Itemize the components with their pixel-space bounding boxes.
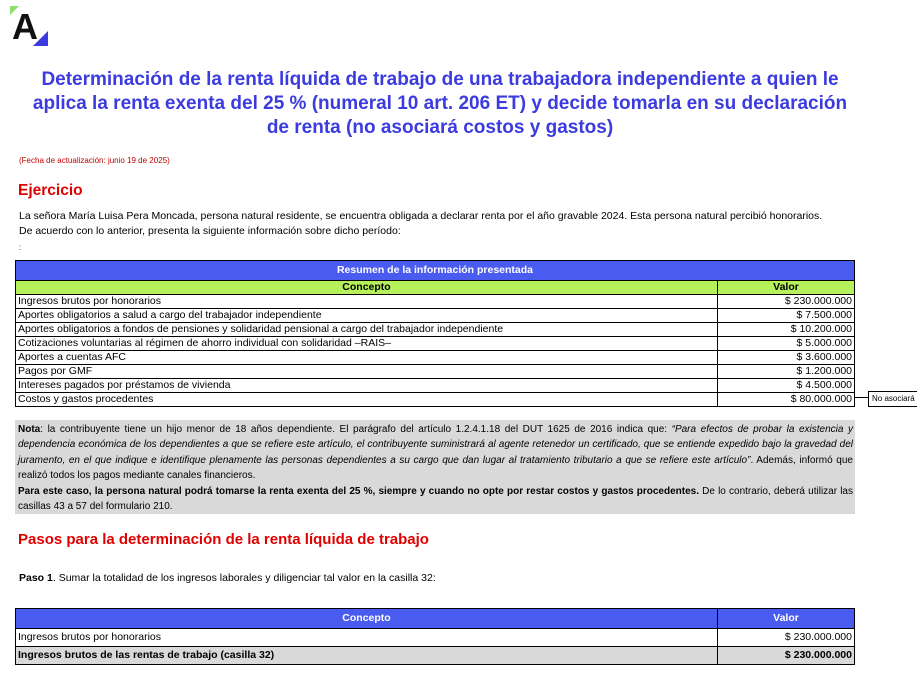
table-row [16,629,855,647]
steps-heading: Pasos para la determinación de la renta líquida de trabajo [18,531,429,548]
row-value: $ 7.500.000 [718,309,855,323]
header-concept: Concepto [16,609,718,629]
header-concept: Concepto [16,281,718,295]
row-concept: Ingresos brutos por honorarios [16,629,718,647]
comment-connector [854,397,869,398]
intro-line-2: De acuerdo con lo anterior, presenta la siguiente información sobre dicho período: [19,225,401,237]
summary-table [15,260,855,407]
exercise-intro [19,209,859,239]
total-concept: Ingresos brutos de las rentas de trabajo (casilla 32) [16,647,718,665]
intro-line-1: La señora María Luisa Pera Moncada, persona natural residente, se encuentra obligada a declarar renta por el año gravable 2024. Esta persona natural percibió honorarios. [19,210,823,222]
table-row [16,393,855,407]
total-value: $ 230.000.000 [718,647,855,665]
row-value: $ 230.000.000 [718,295,855,309]
row-concept: Cotizaciones voluntarias al régimen de ahorro individual con solidaridad –RAIS– [16,337,718,351]
table-row [16,309,855,323]
row-concept: Aportes a cuentas AFC [16,351,718,365]
row-value: $ 80.000.000 [718,393,855,407]
row-value: $ 4.500.000 [718,379,855,393]
summary-table-title: Resumen de la información presentada [16,261,855,281]
row-value: $ 3.600.000 [718,351,855,365]
header-value: Valor [718,609,855,629]
row-value: $ 10.200.000 [718,323,855,337]
row-concept: Ingresos brutos por honorarios [16,295,718,309]
income-table [15,608,855,665]
note-text-2: . Además, informó que realizó todos los pagos mediante canales financieros. [18,454,853,482]
cell-comment[interactable]: No asociará [868,391,917,407]
table-row [16,323,855,337]
page-title: Determinación de la renta líquida de trabajo de una trabajadora independiente a quien le aplica la renta exenta del 25 % (numeral 10 art. 206 ET) y decide tomarla en su declaración de renta (no asociará costos y gastos) [32,69,848,138]
note-text-3: De lo contrario, deberá utilizar las casillas 43 a 57 del formulario 210. [18,485,853,513]
note-text-1: : la contribuyente tiene un hijo menor de 18 años dependiente. El parágrafo del artículo 1.2.4.1.18 del DUT 1625 de 2016 indica que: [40,424,672,435]
table-row [16,337,855,351]
row-value: $ 1.200.000 [718,365,855,379]
logo-icon [10,6,48,46]
row-concept: Intereses pagados por préstamos de vivienda [16,379,718,393]
row-concept: Aportes obligatorios a salud a cargo del trabajador independiente [16,309,718,323]
table-row [16,379,855,393]
row-concept: Pagos por GMF [16,365,718,379]
row-concept: Costos y gastos procedentes [16,393,718,407]
exercise-heading: Ejercicio [18,182,83,199]
note-bold: Para este caso, la persona natural podrá tomarse la renta exenta del 25 %, siempre y cuando no opte por restar costos y gastos procedentes. [18,485,699,497]
note-label: Nota [18,424,41,435]
row-value: $ 230.000.000 [718,629,855,647]
step-1-label: Paso 1 [19,572,53,584]
total-row [16,647,855,665]
note-quote: “Para efectos de probar la existencia y dependencia económica de los dependientes a que se refiere este artículo, el contribuyente suministrará al agente retenedor un certificado, que se entiende expedido bajo la gravedad del juramento, en el que indique e identifique plenamente las personas dependientes a su cargo que dan lugar al tratamiento tributario a que se refiere este artículo” [18,424,853,466]
header-value: Valor [718,281,855,295]
note-box [15,420,855,514]
update-date: (Fecha de actualización: junio 19 de 2025) [19,156,170,165]
logo-letter: A [12,6,38,46]
row-value: $ 5.000.000 [718,337,855,351]
table-row [16,365,855,379]
stray-colon: : [19,243,22,252]
table-row [16,295,855,309]
table-row [16,351,855,365]
step-1 [19,572,436,584]
row-concept: Aportes obligatorios a fondos de pensiones y solidaridad pensional a cargo del trabajador independiente [16,323,718,337]
step-1-text: . Sumar la totalidad de los ingresos laborales y diligenciar tal valor en la casilla 32: [52,572,436,584]
